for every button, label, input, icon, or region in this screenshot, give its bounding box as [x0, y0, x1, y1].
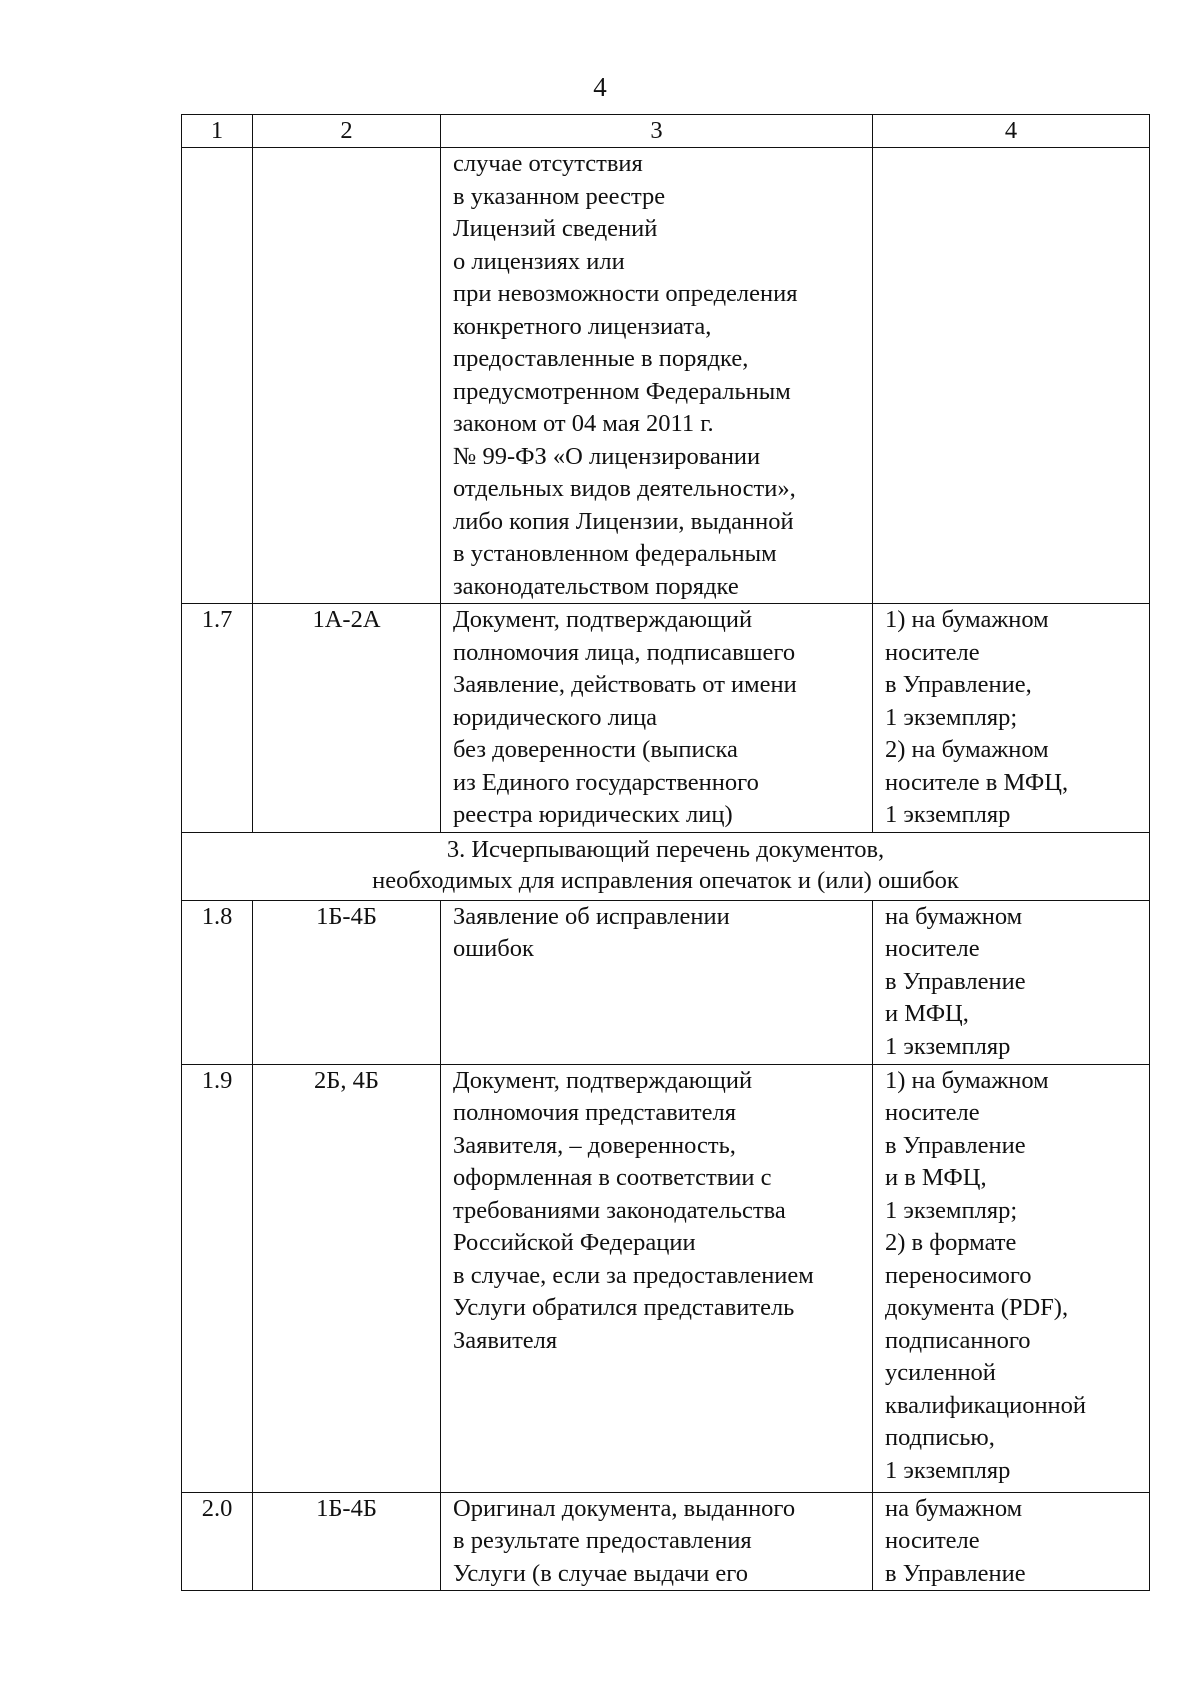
row-number: 2.0 [182, 1492, 253, 1591]
row-document: Документ, подтверждающий полномочия представителя Заявителя, – доверенность, оформленная в соответствии с требованиями законодательства Российской Федерации в случае, если за предоставлением Услуги обратился представитель Заявителя [441, 1064, 873, 1492]
table-header-row [182, 115, 1150, 148]
row-document: Оригинал документа, выданного в результате предоставления Услуги (в случае выдачи его [441, 1492, 873, 1591]
row-form: 1) на бумажном носителе в Управление и в МФЦ, 1 экземпляр; 2) в формате переносимого документа (PDF), подписанного усиленной квалификационной подписью, 1 экземпляр [873, 1064, 1150, 1492]
header-col-3: 3 [441, 115, 873, 148]
row-document: Документ, подтверждающий полномочия лица, подписавшего Заявление, действовать от имени юридического лица без доверенности (выписка из Единого государственного реестра юридических лиц) [441, 604, 873, 833]
table-row [182, 148, 1150, 604]
row-code: 1Б-4Б [253, 1492, 441, 1591]
table-row [182, 900, 1150, 1064]
table-row [182, 604, 1150, 833]
row-form [873, 148, 1150, 604]
row-document: случае отсутствия в указанном реестре Лицензий сведений о лицензиях или при невозможности определения конкретного лицензиата, предоставленные в порядке, предусмотренном Федеральным законом от 04 мая 2011 г. № 99-ФЗ «О лицензировании отдельных видов деятельности», либо копия Лицензии, выданной в установленном федеральным законодательством порядке [441, 148, 873, 604]
section-heading: 3. Исчерпывающий перечень документов, необходимых для исправления опечаток и (или) ошибок [182, 832, 1150, 900]
table-row [182, 1064, 1150, 1492]
table-row [182, 1492, 1150, 1591]
row-number: 1.9 [182, 1064, 253, 1492]
header-col-4: 4 [873, 115, 1150, 148]
row-number: 1.8 [182, 900, 253, 1064]
row-number [182, 148, 253, 604]
documents-table [181, 114, 1150, 1591]
row-form: на бумажном носителе в Управление [873, 1492, 1150, 1591]
header-col-2: 2 [253, 115, 441, 148]
section-row [182, 832, 1150, 900]
row-code: 1Б-4Б [253, 900, 441, 1064]
row-form: на бумажном носителе в Управление и МФЦ, 1 экземпляр [873, 900, 1150, 1064]
row-document: Заявление об исправлении ошибок [441, 900, 873, 1064]
header-col-1: 1 [182, 115, 253, 148]
page-number: 4 [593, 72, 607, 102]
row-code: 2Б, 4Б [253, 1064, 441, 1492]
row-code: 1А-2А [253, 604, 441, 833]
row-number: 1.7 [182, 604, 253, 833]
row-code [253, 148, 441, 604]
row-form: 1) на бумажном носителе в Управление, 1 экземпляр; 2) на бумажном носителе в МФЦ, 1 экземпляр [873, 604, 1150, 833]
